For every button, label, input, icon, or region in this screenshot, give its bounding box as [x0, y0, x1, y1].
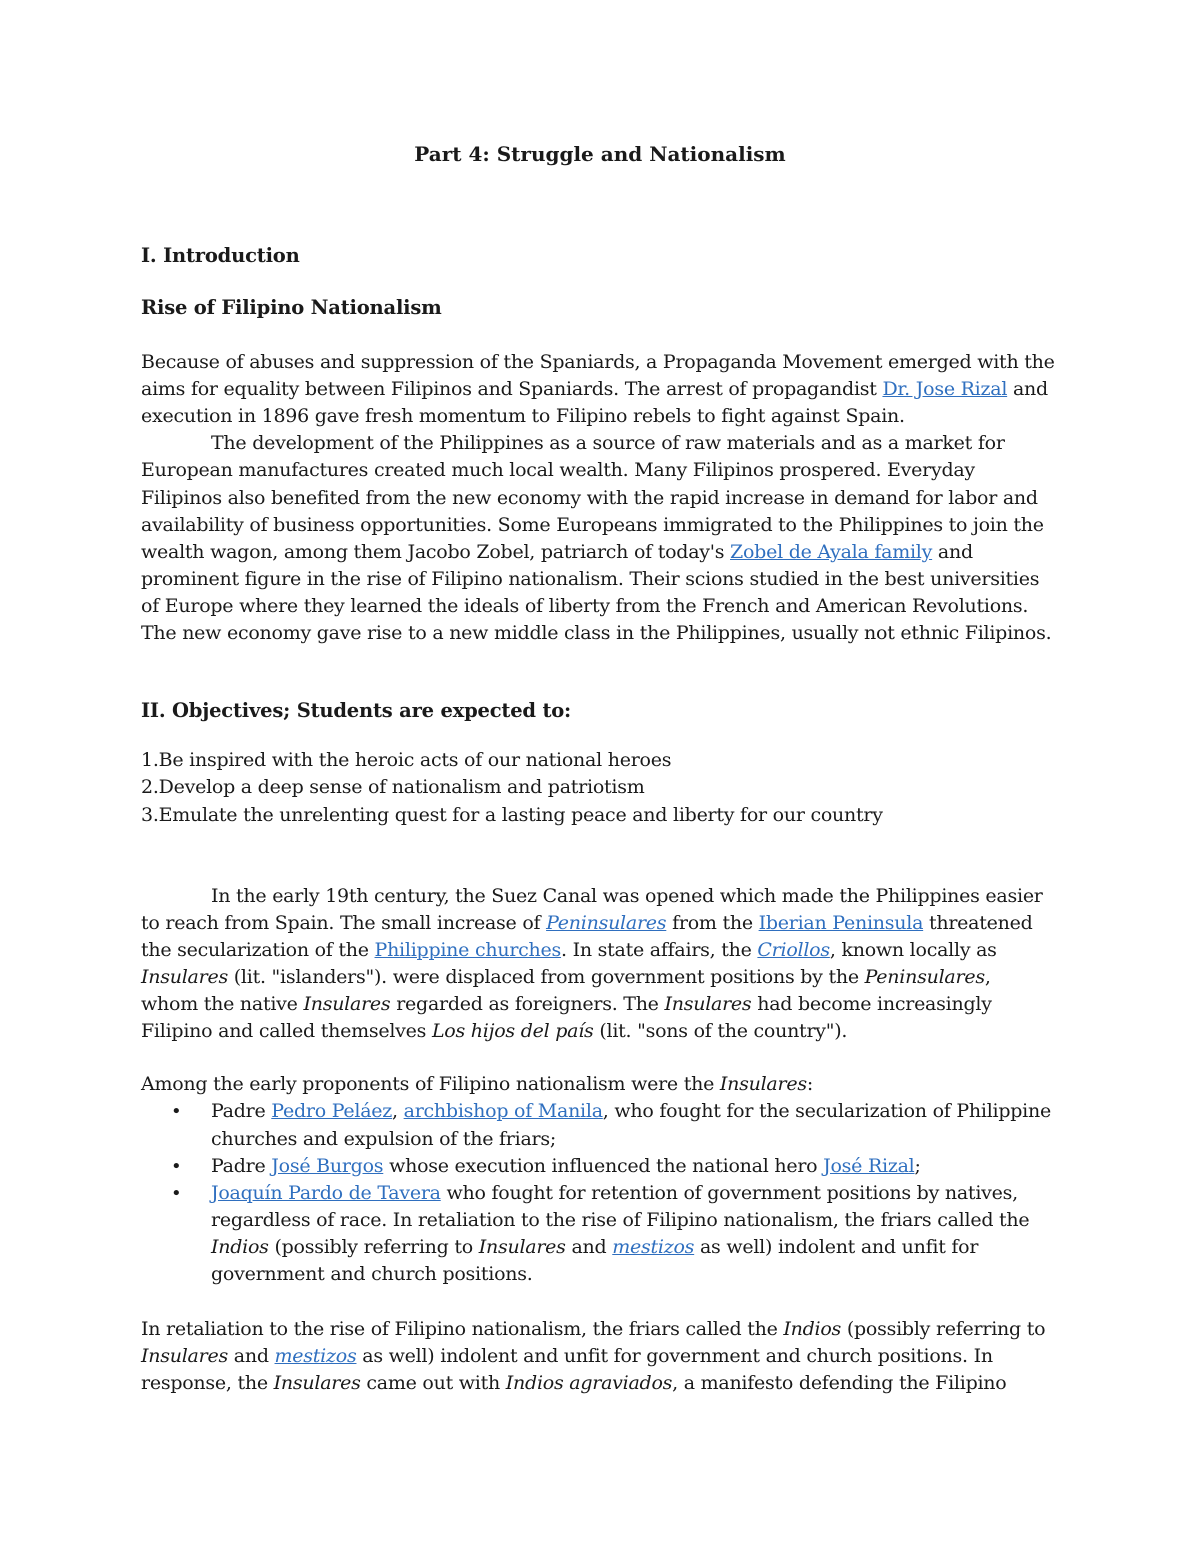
paragraph-line	[141, 1018, 847, 1045]
subheading-rise-of-nationalism: Rise of Filipino Nationalism	[141, 296, 442, 319]
link-archbishop-of-manila[interactable]: archbishop of Manila	[403, 1100, 603, 1122]
text-span: regarded as foreigners. The	[390, 993, 665, 1015]
text-span: whom the native	[141, 993, 304, 1015]
text-span: The new economy gave rise to a new middle class in the Philippines, usually not ethnic Filipinos.	[141, 622, 1052, 644]
italic-term: Insulares	[141, 1345, 228, 1367]
paragraph-line	[141, 485, 1038, 512]
paragraph-line	[141, 593, 1028, 620]
italic-term: Insulares	[719, 1073, 807, 1095]
italic-term: Indios	[783, 1318, 842, 1340]
paragraph-line	[141, 991, 992, 1018]
text-span: In retaliation to the rise of Filipino nationalism, the friars called the	[141, 1318, 784, 1340]
text-span: and	[227, 1345, 275, 1367]
text-span: and	[565, 1236, 613, 1258]
link-peninsulares[interactable]: Peninsulares	[546, 912, 667, 934]
link-jose-rizal-2[interactable]: José Rizal	[823, 1155, 915, 1177]
text-span: came out with	[360, 1372, 506, 1394]
objective-item: 2.Develop a deep sense of nationalism and patriotism	[141, 776, 645, 798]
text-span: availability of business opportunities. Some Europeans immigrated to the Philippines to join the	[141, 514, 1044, 536]
italic-term: Indios agraviados	[505, 1372, 673, 1394]
paragraph-line	[141, 1343, 993, 1370]
italic-term: Insulares	[303, 993, 391, 1015]
bullet-item-continuation: churches and expulsion of the friars;	[211, 1128, 557, 1150]
text-span: , a manifesto defending the Filipino	[672, 1372, 1007, 1394]
paragraph-line	[141, 620, 1051, 647]
text-span: and	[1007, 378, 1048, 400]
text-span: (possibly referring to	[841, 1318, 1046, 1340]
text-span: who fought for retention of government positions by natives,	[440, 1182, 1018, 1204]
bullet-item-continuation	[211, 1234, 978, 1261]
paragraph-line	[141, 1071, 813, 1098]
bullet-item-tavera	[211, 1180, 1018, 1207]
paragraph-line	[141, 1370, 1006, 1397]
link-mestizos-2[interactable]: mestizos	[274, 1345, 357, 1367]
text-span: In the early 19th century, the Suez Canal was opened which made the Philippines easier	[211, 885, 1043, 907]
text-span: the secularization of the	[141, 939, 375, 961]
bullet-icon: •	[171, 1101, 182, 1122]
text-span: . In state affairs, the	[561, 939, 758, 961]
bullet-item-pelaez	[211, 1098, 1051, 1125]
text-span: (possibly referring to	[268, 1236, 479, 1258]
paragraph-line	[141, 376, 1048, 403]
text-span: ,	[392, 1100, 404, 1122]
link-iberian-peninsula[interactable]: Iberian Peninsula	[758, 912, 924, 934]
text-span: (lit. "islanders"). were displaced from government positions by the	[227, 966, 865, 988]
italic-term: Insulares	[664, 993, 752, 1015]
text-span: response, the	[141, 1372, 274, 1394]
paragraph-line	[141, 403, 905, 430]
italic-term: Peninsulares	[864, 966, 985, 988]
italic-term: Los hijos del país	[431, 1020, 594, 1042]
text-span: Among the early proponents of Filipino nationalism were the	[141, 1073, 720, 1095]
text-span: to reach from Spain. The small increase of	[141, 912, 547, 934]
text-span: as well) indolent and unfit for government and church positions. In	[356, 1345, 993, 1367]
bullet-icon: •	[171, 1183, 182, 1204]
paragraph-line	[141, 349, 1055, 376]
paragraph-line	[141, 964, 991, 991]
text-span: (lit. "sons of the country").	[593, 1020, 848, 1042]
italic-term: Insulares	[273, 1372, 361, 1394]
link-joaquin-pardo-de-tavera[interactable]: Joaquín Pardo de Tavera	[211, 1182, 441, 1204]
paragraph-line	[141, 539, 973, 566]
text-span: had become increasingly	[751, 993, 992, 1015]
link-jose-burgos[interactable]: José Burgos	[271, 1155, 384, 1177]
link-criollos[interactable]: Criollos	[757, 939, 830, 961]
link-zobel-de-ayala-family[interactable]: Zobel de Ayala family	[730, 541, 933, 563]
text-span: of Europe where they learned the ideals of liberty from the French and American Revolutions.	[141, 595, 1029, 617]
paragraph-line	[141, 1316, 1045, 1343]
objective-item: 3.Emulate the unrelenting quest for a lasting peace and liberty for our country	[141, 804, 883, 826]
paragraph-line	[211, 430, 1005, 457]
section-heading-objectives: II. Objectives; Students are expected to:	[141, 699, 572, 722]
text-span: threatened	[923, 912, 1033, 934]
text-span: Because of abuses and suppression of the Spaniards, a Propaganda Movement emerged with the	[141, 351, 1055, 373]
section-heading-introduction: I. Introduction	[141, 244, 300, 267]
bullet-item-burgos	[211, 1153, 921, 1180]
italic-term: Insulares	[478, 1236, 566, 1258]
text-span: aims for equality between Filipinos and Spaniards. The arrest of propagandist	[141, 378, 883, 400]
italic-term: Insulares	[141, 966, 228, 988]
text-span: execution in 1896 gave fresh momentum to Filipino rebels to fight against Spain.	[141, 405, 905, 427]
text-span: as well) indolent and unfit for	[694, 1236, 979, 1258]
objective-item: 1.Be inspired with the heroic acts of our national heroes	[141, 749, 672, 771]
link-mestizos[interactable]: mestizos	[612, 1236, 695, 1258]
text-span: wealth wagon, among them Jacobo Zobel, patriarch of today's	[141, 541, 731, 563]
text-span: The development of the Philippines as a source of raw materials and as a market for	[211, 432, 1005, 454]
paragraph-line	[141, 937, 997, 964]
text-span: :	[806, 1073, 813, 1095]
paragraph-line	[141, 457, 975, 484]
paragraph-line	[141, 512, 1044, 539]
text-span: ,	[984, 966, 991, 988]
paragraph-line	[141, 910, 1033, 937]
text-span: Padre	[211, 1155, 272, 1177]
paragraph-line	[211, 883, 1043, 910]
text-span: European manufactures created much local wealth. Many Filipinos prospered. Everyday	[141, 459, 975, 481]
link-jose-rizal[interactable]: Dr. Jose Rizal	[882, 378, 1008, 400]
text-span: prominent figure in the rise of Filipino nationalism. Their scions studied in the best universities	[141, 568, 1040, 590]
bullet-icon: •	[171, 1156, 182, 1177]
page-title: Part 4: Struggle and Nationalism	[414, 142, 786, 166]
text-span: and	[932, 541, 973, 563]
text-span: Filipinos also benefited from the new economy with the rapid increase in demand for labor and	[141, 487, 1038, 509]
paragraph-line	[141, 566, 1039, 593]
text-span: , known locally as	[829, 939, 997, 961]
text-span: Filipino and called themselves	[141, 1020, 432, 1042]
bullet-item-continuation: government and church positions.	[211, 1263, 533, 1285]
italic-term: Indios	[211, 1236, 269, 1258]
link-pedro-pelaez[interactable]: Pedro Peláez	[271, 1100, 393, 1122]
text-span: Padre	[211, 1100, 272, 1122]
text-span: ;	[914, 1155, 921, 1177]
text-span: whose execution influenced the national hero	[383, 1155, 824, 1177]
link-philippine-churches[interactable]: Philippine churches	[374, 939, 562, 961]
bullet-item-continuation: regardless of race. In retaliation to the rise of Filipino nationalism, the friars called the	[211, 1209, 1030, 1231]
text-span: , who fought for the secularization of Philippine	[602, 1100, 1051, 1122]
text-span: from the	[666, 912, 759, 934]
